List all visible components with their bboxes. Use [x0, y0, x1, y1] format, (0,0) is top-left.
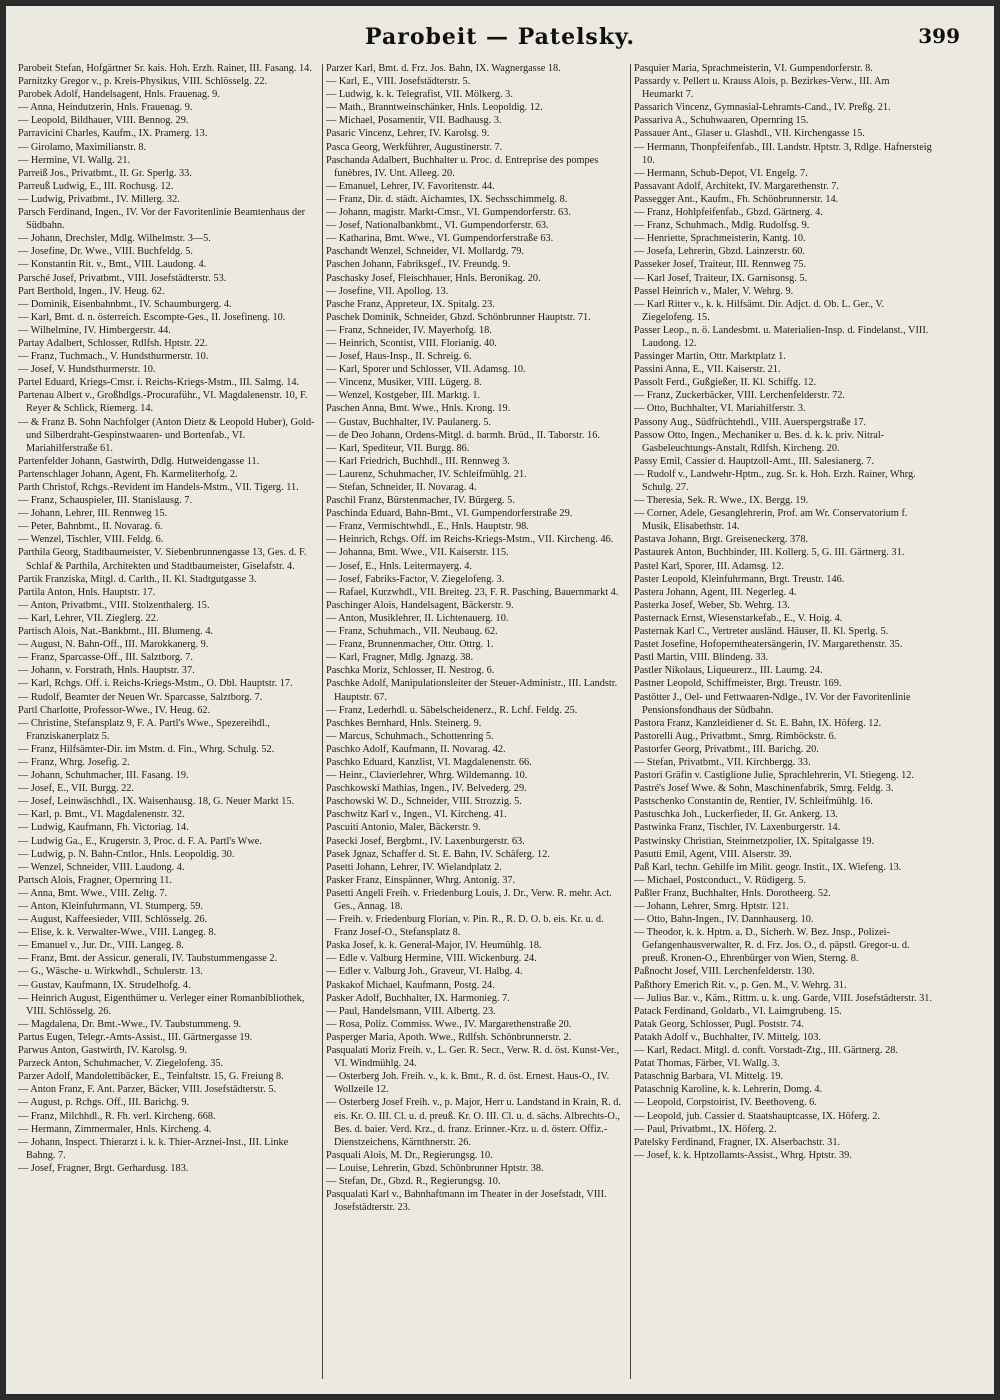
- directory-entry: Paschen Johann, Fabriksgef., IV. Freundg. 9.: [326, 259, 511, 271]
- directory-entry: Pastori Gräfin v. Castiglione Julie, Sprachlehrerin, VI. Stiegeng. 12.: [634, 770, 914, 782]
- directory-entry: Partl Charlotte, Professor-Wwe., IV. Heug. 62.: [18, 704, 211, 716]
- directory-entry: Partenschlager Johann, Agent, Fh. Karmeliterhofg. 2.: [18, 468, 238, 480]
- column-divider: [630, 64, 631, 1379]
- directory-entry: Partus Eugen, Telegr.-Amts-Assist., III. Gärtnergasse 19.: [18, 1031, 253, 1043]
- directory-entry: — Josefine, VII. Apollog. 13.: [326, 285, 449, 297]
- directory-entry: — Karl, Spediteur, VII. Burgg. 86.: [326, 442, 470, 454]
- directory-entry: Passardy v. Pellert u. Krauss Alois, p. Bezirkes-Verw., III. Am Heumarkt 7.: [634, 76, 890, 101]
- directory-entry: Paschke Adolf, Manipulationsleiter der Steuer-Administr., III. Landstr. Hauptstr. 67.: [326, 678, 618, 703]
- directory-entry: — Wenzel, Tischler, VIII. Feldg. 6.: [18, 534, 164, 546]
- directory-entry: — Peter, Bahnbmt., II. Novarag. 6.: [18, 521, 163, 533]
- directory-entry: Parthila Georg, Stadtbaumeister, V. Siebenbrunnengasse 13, Ges. d. F. Schlaf & Parthila, Architekten und Stadtbaumeister, Giselafstr. 4.: [18, 547, 307, 572]
- directory-entry: — Franz, Vermischtwhdl., E., Hnls. Hauptstr. 98.: [326, 521, 529, 533]
- directory-entry: — Michael, Posamentir, VII. Badhausg. 3.: [326, 115, 502, 127]
- directory-entry: Parnitzky Gregor v., p. Kreis-Physikus, VIII. Schlösselg. 22.: [18, 76, 268, 88]
- directory-entry: Partila Anton, Hnls. Hauptstr. 17.: [18, 586, 156, 598]
- directory-entry: — Stefan, Dr., Gbzd. R., Regierungsg. 10.: [326, 1175, 501, 1187]
- directory-entry: — Vincenz, Musiker, VIII. Lügerg. 8.: [326, 377, 482, 389]
- directory-entry: Parth Christof, Rchgs.-Revident im Handels-Mstm., VII. Tigerg. 11.: [18, 482, 299, 493]
- column-right: [634, 62, 932, 1382]
- directory-entry: Paskakof Michael, Kaufmann, Postg. 24.: [326, 979, 495, 991]
- directory-entry: Pasker Franz, Einspänner, Whrg. Antonig. 37.: [326, 874, 516, 886]
- directory-entry: — Otto, Buchhalter, VI. Mariahilferstr. 3.: [634, 403, 806, 415]
- directory-entry: — Edler v. Valburg Joh., Graveur, VI. Halbg. 4.: [326, 966, 523, 978]
- directory-entry: Pataschnig Karoline, k. k. Lehrerin, Domg. 4.: [634, 1084, 823, 1096]
- directory-entry: Pastera Johann, Agent, III. Negerleg. 4.: [634, 586, 797, 598]
- directory-entry: Patat Thomas, Färber, VI. Wallg. 3.: [634, 1058, 780, 1070]
- directory-entry: Partenau Albert v., Großhdlgs.-Procuraführ., VI. Magdalenenstr. 10, F. Reyer & Schlick, Riemerg. 14.: [18, 390, 308, 415]
- directory-entry: — Josef, Leinwäschhdl., IX. Waisenhausg. 18, G. Neuer Markt 15.: [18, 796, 295, 808]
- directory-entry: — Ludwig Ga., E., Krugerstr. 3, Proc. d. F. A. Partl's Wwe.: [18, 835, 262, 847]
- directory-entry: — Johann, Lehrer, Smrg. Hptstr. 121.: [634, 901, 789, 912]
- directory-entry: Parreuß Ludwig, E., III. Rochusg. 12.: [18, 180, 174, 192]
- directory-entry: — Laurenz, Schuhmacher, IV. Schleifmühlg. 21.: [326, 468, 527, 480]
- directory-entry: Parsché Josef, Privatbmt., VIII. Josefstädterstr. 53.: [18, 272, 227, 284]
- directory-entry: — Dominik, Eisenbahnbmt., IV. Schaumburgerg. 4.: [18, 298, 232, 310]
- directory-entry: — Ludwig, k. k. Telegrafist, VII. Mölkerg. 3.: [326, 89, 513, 101]
- directory-entry: — Christine, Stefansplatz 9, F. A. Partl's Wwe., Spezereihdl., Franziskanerplatz 5.: [18, 717, 270, 742]
- directory-entry: Pasutti Emil, Agent, VIII. Alserstr. 39.: [634, 848, 792, 860]
- directory-entry: — Louise, Lehrerin, Gbzd. Schönbrunner Hptstr. 38.: [326, 1162, 544, 1174]
- directory-entry: Parzeck Anton, Schuhmacher, V. Ziegelofeng. 35.: [18, 1058, 224, 1070]
- directory-entry: Pastschenko Constantin de, Rentier, IV. Schleifmühlg. 16.: [634, 796, 873, 808]
- directory-entry: — Franz, Whrg. Josefig. 2.: [18, 756, 130, 768]
- directory-entry: Paschen Anna, Bmt. Wwe., Hnls. Krong. 19.: [326, 403, 511, 415]
- directory-entry: — Marcus, Schuhmach., Schottenring 5.: [326, 730, 494, 742]
- directory-entry: — de Deo Johann, Ordens-Mitgl. d. barmh. Brüd., II. Taborstr. 16.: [326, 429, 600, 441]
- directory-entry: — Johanna, Bmt. Wwe., VII. Kaiserstr. 115.: [326, 547, 509, 559]
- directory-entry: Passariva A., Schuhwaaren, Opernring 15.: [634, 115, 809, 127]
- directory-entry: — Otto, Bahn-Ingen., IV. Dannhauserg. 10.: [634, 914, 814, 926]
- directory-entry: Paschek Dominik, Schneider, Gbzd. Schönbrunner Hauptstr. 71.: [326, 311, 591, 323]
- directory-entry: — Julius Bar. v., Käm., Rittm. u. k. ung. Garde, VIII. Josefstädterstr. 31.: [634, 992, 932, 1004]
- directory-entry: — Rudolf, Beamter der Neuen Wr. Sparcasse, Salztborg. 7.: [18, 691, 263, 703]
- directory-entry: — Johann, Lehrer, III. Rennweg 15.: [18, 508, 168, 520]
- directory-entry: Passer Leop., n. ö. Landesbmt. u. Materialien-Insp. d. Findelanst., VIII. Laudong. 12.: [634, 324, 929, 349]
- directory-entry: — August, p. Rchgs. Off., III. Barichg. 9.: [18, 1097, 190, 1109]
- directory-entry: — Johann, Inspect. Thierarzt i. k. k. Thier-Arznei-Inst., III. Linke Bahng. 7.: [18, 1136, 289, 1161]
- directory-entry: — Karl, Redact. Mitgl. d. conft. Vorstadt-Ztg., III. Gärtnerg. 28.: [634, 1045, 898, 1057]
- directory-entry: — Wenzel, Schneider, VIII. Laudong. 4.: [18, 861, 185, 873]
- directory-entry: Pastora Franz, Kanzleidiener d. St. E. Bahn, IX. Höferg. 12.: [634, 717, 882, 729]
- directory-entry: Pastel Karl, Sporer, III. Adamsg. 12.: [634, 560, 785, 572]
- directory-entry: — Wenzel, Kostgeber, III. Marktg. 1.: [326, 390, 481, 402]
- directory-entry: — Hermann, Zimmermaler, Hnls. Kircheng. 4.: [18, 1123, 212, 1135]
- directory-entry: Passy Emil, Cassier d. Hauptzoll-Amt., III. Salesianerg. 7.: [634, 455, 875, 467]
- directory-entry: Pastler Nikolaus, Liqueurerz., III. Laumg. 24.: [634, 665, 823, 677]
- directory-entry: Pascuiti Antonio, Maler, Bäckerstr. 9.: [326, 822, 481, 834]
- directory-entry: — G., Wäsche- u. Wirkwhdl., Schulerstr. 13.: [18, 966, 203, 978]
- directory-entry: Pastwinsky Christian, Steinmetzpolier, IX. Spitalgasse 19.: [634, 835, 875, 847]
- directory-entry: Passow Otto, Ingen., Mechaniker u. Bes. d. k. k. priv. Nitral-Gasbeleuchtungs-Anstalt, Rdlfsh. Kircheng. 20.: [634, 429, 885, 454]
- directory-entry: — Johann, v. Forstrath, Hnls. Hauptstr. 37.: [18, 665, 195, 677]
- directory-entry: — Karl, Bmt. d. n. österreich. Escompte-Ges., II. Josefineng. 10.: [18, 311, 286, 323]
- directory-entry: Parsch Ferdinand, Ingen., IV. Vor der Favoritenlinie Beamtenhaus der Südbahn.: [18, 207, 306, 232]
- directory-entry: Patack Ferdinand, Goldarb., VI. Laimgrubeng. 15.: [634, 1005, 842, 1017]
- directory-entry: — Johann, magistr. Markt-Cmsr., VI. Gumpendorferstr. 63.: [326, 207, 571, 219]
- directory-entry: — Freih. v. Friedenburg Florian, v. Pin. R., R. D. O. b. eis. Kr. u. d. Franz Josef-O., Stefansplatz 8.: [326, 914, 604, 939]
- directory-entry: — Elise, k. k. Verwalter-Wwe., VIII. Langeg. 8.: [18, 927, 217, 939]
- directory-entry: Pastaurek Anton, Buchbinder, III. Kollerg. 5, G. III. Gärtnerg. 31.: [634, 547, 905, 559]
- directory-entry: Pasetti Johann, Lehrer, IV. Wielandplatz 2.: [326, 861, 502, 873]
- directory-entry: — Anton, Privatbmt., VIII. Stolzenthalerg. 15.: [18, 599, 210, 611]
- directory-entry: Passinger Martin, Ottr. Marktplatz 1.: [634, 351, 786, 363]
- directory-entry: — Josef, Haus-Insp., II. Schreig. 6.: [326, 351, 472, 363]
- directory-entry: — Josef, E., VII. Burgg. 22.: [18, 783, 135, 795]
- page-header: [6, 24, 994, 54]
- directory-entry: — Josefine, Dr. Wwe., VIII. Buchfeldg. 5.: [18, 246, 193, 258]
- directory-entry: Partisch Alois, Nat.-Bankbmt., III. Blumeng. 4.: [18, 626, 214, 638]
- directory-entry: Pastl Martin, VIII. Blindeng. 33.: [634, 652, 769, 664]
- directory-entry: — Josef, k. k. Hptzollamts-Assist., Whrg. Hptstr. 39.: [634, 1149, 852, 1161]
- directory-entry: Partenfelder Johann, Gastwirth, Ddlg. Hutweidengasse 11.: [18, 455, 260, 467]
- directory-entry: — Osterberg Joh. Freih. v., k. k. Bmt., R. d. öst. Ernest. Haus-O., IV. Wollzeile 12.: [326, 1071, 610, 1096]
- directory-entry: — Anna, Bmt. Wwe., VIII. Zeltg. 7.: [18, 887, 168, 899]
- directory-entry: Passarich Vincenz, Gymnasial-Lehramts-Cand., IV. Preßg. 21.: [634, 102, 891, 114]
- directory-entry: — Emanuel v., Jur. Dr., VIII. Langeg. 8.: [18, 940, 184, 952]
- directory-entry: Part Berthold, Ingen., IV. Heug. 62.: [18, 285, 165, 297]
- directory-entry: — Stefan, Privatbmt., VII. Kirchbergg. 33.: [634, 756, 811, 768]
- directory-entry: Paster Leopold, Kleinfuhrmann, Brgt. Treustr. 146.: [634, 573, 845, 585]
- directory-entry: — Franz, Sparcasse-Off., III. Salztborg. 7.: [18, 652, 193, 664]
- directory-entry: Paschowski W. D., Schneider, VIII. Strozzig. 5.: [326, 796, 522, 808]
- directory-entry: — Anton Franz, F. Ant. Parzer, Bäcker, VIII. Josefstädterstr. 5.: [18, 1084, 277, 1096]
- directory-entry: Parreiß Jos., Privatbmt., II. Gr. Sperlg. 33.: [18, 167, 192, 179]
- directory-entry: Passeker Josef, Traiteur, III. Rennweg 75.: [634, 259, 807, 271]
- directory-entry: — Paul, Handelsmann, VIII. Albertg. 23.: [326, 1005, 496, 1017]
- directory-entry: — Leopold, jub. Cassier d. Staatshauptcasse, IX. Höferg. 2.: [634, 1110, 881, 1122]
- directory-entry: — Josef, Nationalbankbmt., VI. Gumpendorferstr. 63.: [326, 220, 549, 232]
- directory-entry: Parravicini Charles, Kaufm., IX. Pramerg. 13.: [18, 128, 208, 140]
- directory-entry: Paska Josef, k. k. General-Major, IV. Heumühlg. 18.: [326, 940, 542, 952]
- directory-entry: Paschwitz Karl v., Ingen., VI. Kircheng. 41.: [326, 809, 507, 821]
- directory-entry: Pastorfer Georg, Privatbmt., III. Barichg. 20.: [634, 743, 819, 755]
- directory-entry: Parobek Adolf, Handelsagent, Hnls. Frauenag. 9.: [18, 89, 220, 101]
- directory-entry: — Paul, Privatbmt., IX. Höferg. 2.: [634, 1123, 777, 1135]
- directory-entry: Pasker Adolf, Buchhalter, IX. Harmonieg. 7.: [326, 992, 510, 1004]
- directory-entry: Pasquier Maria, Sprachmeisterin, VI. Gumpendorferstr. 8.: [634, 63, 873, 74]
- directory-entry: Pasetti Angeli Freih. v. Friedenburg Louis, J. Dr., Verw. R. mehr. Act. Ges., Annag. 18.: [326, 887, 612, 912]
- directory-entry: — Leopold, Corpstoirist, IV. Beethoveng. 6.: [634, 1097, 817, 1109]
- directory-entry: Paschasky Josef, Fleischhauer, Hnls. Beronikag. 20.: [326, 272, 541, 284]
- directory-entry: — Franz, Schuhmach., Mdlg. Rudolfsg. 9.: [634, 220, 810, 232]
- directory-entry: Partsch Alois, Fragner, Opernring 11.: [18, 874, 172, 886]
- directory-entry: Paschinda Eduard, Bahn-Bmt., VI. Gumpendorferstraße 29.: [326, 508, 573, 520]
- directory-entry: — Hermann, Thonpfeifenfab., III. Landstr. Hptstr. 3, Rdlge. Hafnersteig 10.: [634, 141, 932, 166]
- directory-entry: Pastötter J., Oel- und Fettwaaren-Ndlge., IV. Vor der Favoritenlinie Pensionsfondhaus der Südbahn.: [634, 691, 911, 716]
- directory-entry: Pasek Jgnaz, Schaffer d. St. E. Bahn, IV. Schäferg. 12.: [326, 848, 550, 860]
- directory-entry: — Franz, Hohlpfeifenfab., Gbzd. Gärtnerg. 4.: [634, 207, 823, 219]
- column-divider: [322, 64, 323, 1379]
- directory-entry: Pasperger Maria, Apoth. Wwe., Rdlfsh. Schönbrunnerstr. 2.: [326, 1031, 572, 1043]
- directory-entry: Pasaric Vincenz, Lehrer, IV. Karolsg. 9.: [326, 128, 490, 140]
- directory-entry: — Johann, Schuhmacher, III. Fasang. 19.: [18, 770, 189, 782]
- directory-entry: Pasqualati Karl v., Bahnhaftmann im Theater in der Josefstadt, VIII. Josefstädterstr. 23.: [326, 1189, 607, 1214]
- column-middle: [326, 62, 624, 1382]
- directory-entry: Patak Georg, Schlosser, Pugl. Poststr. 74.: [634, 1018, 804, 1030]
- directory-entry: Pataschnig Barbara, VI. Mittelg. 19.: [634, 1071, 784, 1083]
- directory-entry: Paschinger Alois, Handelsagent, Bäckerstr. 9.: [326, 599, 514, 611]
- directory-entry: Pastava Johann, Brgt. Greiseneckerg. 378.: [634, 534, 809, 546]
- directory-entry: — Franz, Schauspieler, III. Stanislausg. 7.: [18, 495, 193, 507]
- directory-entry: Paßnocht Josef, VIII. Lerchenfelderstr. 130.: [634, 966, 815, 978]
- directory-entry: Passini Anna, E., VII. Kaiserstr. 21.: [634, 364, 781, 376]
- directory-entry: — Josef, V. Hundsthurmerstr. 10.: [18, 364, 156, 376]
- directory-entry: — Magdalena, Dr. Bmt.-Wwe., IV. Taubstummeng. 9.: [18, 1018, 242, 1030]
- directory-entry: — Ludwig, Privatbmt., IV. Millerg. 32.: [18, 193, 180, 205]
- directory-entry: Passolt Ferd., Gußgießer, II. Kl. Schiffg. 12.: [634, 377, 817, 389]
- directory-entry: Pastwinka Franz, Tischler, IV. Laxenburgerstr. 14.: [634, 822, 841, 834]
- directory-entry: Pasquali Alois, M. Dr., Regierungsg. 10.: [326, 1149, 493, 1161]
- directory-entry: — Heinrich August, Eigenthümer u. Verleger einer Romanbibliothek, VIII. Schlösselg. 26.: [18, 992, 305, 1017]
- directory-entry: Passony Aug., Südfrüchtehdl., VIII. Auerspergstraße 17.: [634, 416, 867, 428]
- directory-entry: Pasternack Ernst, Wiesenstarkefab., E., V. Hoig. 4.: [634, 612, 843, 624]
- directory-entry: — Karl, Sporer und Schlosser, VII. Adamsg. 10.: [326, 364, 526, 376]
- directory-entry: Paschkes Bernhard, Hnls. Steinerg. 9.: [326, 717, 482, 729]
- directory-entry: — Franz, Zuckerbäcker, VIII. Lerchenfelderstr. 72.: [634, 390, 845, 402]
- directory-entry: Pasche Franz, Appreteur, IX. Spitalg. 23.: [326, 298, 495, 310]
- directory-entry: — Emanuel, Lehrer, IV. Favoritenstr. 44.: [326, 180, 495, 192]
- directory-entry: — Leopold, Bildhauer, VIII. Bennog. 29.: [18, 115, 189, 127]
- column-left: [18, 62, 316, 1382]
- directory-entry: Pastorelli Aug., Privatbmt., Smrg. Rimböckstr. 6.: [634, 730, 837, 742]
- directory-entry: — Gustav, Buchhalter, IV. Paulanerg. 5.: [326, 416, 491, 428]
- directory-entry: Paschka Moriz, Schlosser, II. Nestrog. 6.: [326, 665, 495, 677]
- directory-entry: — Karl, E., VIII. Josefstädterstr. 5.: [326, 76, 471, 88]
- directory-entry: — Anton, Musiklehrer, II. Lichtenauerg. 10.: [326, 612, 509, 624]
- directory-entry: Paschanda Adalbert, Buchhalter u. Proc. d. Entreprise des pompes funèbres, IV. Unt. Alleeg. 20.: [326, 154, 599, 179]
- directory-entry: Passavant Adolf, Architekt, IV. Margarethenstr. 7.: [634, 180, 839, 192]
- directory-entry: Partel Eduard, Kriegs-Cmsr. i. Reichs-Kriegs-Mstm., III. Salmg. 14.: [18, 377, 300, 389]
- directory-entry: — Franz, Milchhdl., R. Fh. verl. Kircheng. 668.: [18, 1110, 216, 1122]
- directory-entry: — Karl Friedrich, Buchhdl., III. Rennweg 3.: [326, 455, 510, 467]
- directory-entry: Parobeit Stefan, Hofgärtner Sr. kais. Hoh. Erzh. Rainer, III. Fasang. 14.: [18, 63, 312, 74]
- directory-entry: — Wilhelmine, IV. Himbergerstr. 44.: [18, 324, 171, 336]
- directory-entry: — Girolamo, Maximilianstr. 8.: [18, 141, 147, 153]
- directory-entry: — Theodor, k. k. Hptm. a. D., Sicherh. W. Bez. Jnsp., Polizei-Gefangenhausverwalter, R. d. Frz. Jos. O., d. päpstl. Gregor-u. d. preuß. Kronen-O., Ehrenbürger von Wien, Sterng. 8.: [634, 927, 910, 965]
- directory-entry: Pasecki Josef, Bergbmt., IV. Laxenburgerstr. 63.: [326, 835, 525, 847]
- directory-entry: — Karl, Lehrer, VII. Zieglerg. 22.: [18, 612, 159, 624]
- directory-entry: — Johann, Drechsler, Mdlg. Wilhelmstr. 3—5.: [18, 233, 211, 245]
- directory-entry: Pastet Josefine, Hofoperntheatersängerin, IV. Margarethenstr. 35.: [634, 639, 903, 651]
- directory-entry: Passegger Ant., Kaufm., Fh. Schönbrunnerstr. 14.: [634, 193, 839, 205]
- directory-entry: — Franz, Tuchmach., V. Hundsthurmerstr. 10.: [18, 351, 209, 363]
- directory-entry: — Karl, Rchgs. Off. i. Reichs-Kriegs-Mstm., O. Dbl. Hauptstr. 17.: [18, 678, 293, 690]
- directory-entry: Paschko Eduard, Kanzlist, VI. Magdalenenstr. 66.: [326, 756, 532, 768]
- directory-entry: — Josef, Fabriks-Factor, V. Ziegelofeng. 3.: [326, 573, 505, 585]
- directory-entry: — Anna, Heindutzerin, Hnls. Frauenag. 9.: [18, 102, 193, 114]
- directory-entry: Pasca Georg, Werkführer, Augustinerstr. 7.: [326, 141, 503, 153]
- directory-entry: Pastré's Josef Wwe. & Sohn, Maschinenfabrik, Smrg. Feldg. 3.: [634, 783, 894, 795]
- directory-entry: — Anton, Kleinfuhrmann, VI. Stumperg. 59.: [18, 901, 203, 912]
- directory-entry: — Karl, p. Bmt., VI. Magdalenenstr. 32.: [18, 809, 185, 821]
- directory-entry: — Karl, Fragner, Mdlg. Jgnazg. 38.: [326, 652, 474, 664]
- directory-entry: — Josef, E., Hnls. Leitermayerg. 4.: [326, 560, 472, 572]
- directory-entry: Paschil Franz, Bürstenmacher, IV. Bürgerg. 5.: [326, 495, 515, 507]
- directory-entry: — Katharina, Bmt. Wwe., VI. Gumpendorferstraße 63.: [326, 233, 554, 245]
- directory-entry: — Hermine, VI. Wallg. 21.: [18, 154, 131, 166]
- directory-entry: — Rafael, Kurzwhdl., VII. Breiteg. 23, F. R. Pasching, Bauernmarkt 4.: [326, 586, 619, 598]
- directory-entry: — Math., Branntweinschänker, Hnls. Leopoldig. 12.: [326, 102, 543, 114]
- directory-entry: — Franz, Schneider, IV. Mayerhofg. 18.: [326, 324, 492, 336]
- directory-entry: — Henriette, Sprachmeisterin, Kantg. 10.: [634, 233, 806, 245]
- directory-entry: — Theresia, Sek. R. Wwe., IX. Bergg. 19.: [634, 495, 809, 507]
- directory-entry: — Michael, Postconduct., V. Rüdigerg. 5.: [634, 874, 806, 886]
- directory-entry: Pasternak Karl C., Vertreter ausländ. Häuser, II. Kl. Sperlg. 5.: [634, 626, 889, 638]
- directory-entry: — Edle v. Valburg Hermine, VIII. Wickenburg. 24.: [326, 953, 537, 965]
- directory-entry: Paßthory Emerich Rit. v., p. Gen. M., V. Wehrg. 31.: [634, 979, 847, 991]
- directory-entry: — Ludwig, p. N. Bahn-Cntlor., Hnls. Leopoldig. 30.: [18, 848, 235, 860]
- directory-entry: Paschkowski Mathias, Ingen., IV. Belvederg. 29.: [326, 783, 527, 795]
- directory-entry: — August, Kaffeesieder, VIII. Schlösselg. 26.: [18, 914, 208, 926]
- directory-entry: Paß Karl, techn. Gehilfe im Milit. geogr. Instit., IX. Wiefeng. 13.: [634, 861, 902, 873]
- directory-entry: Parzer Adolf, Mandolettibäcker, E., Teinfaltstr. 15, G. Freiung 8.: [18, 1071, 284, 1083]
- directory-entry: Pastuschka Joh., Luckerfieder, II. Gr. Ankerg. 13.: [634, 809, 838, 821]
- directory-entry: Patakh Adolf v., Buchhalter, IV. Mittelg. 103.: [634, 1031, 821, 1043]
- directory-entry: Pastner Leopold, Schiffmeister, Brgt. Treustr. 169.: [634, 678, 842, 690]
- directory-entry: Parzer Karl, Bmt. d. Frz. Jos. Bahn, IX. Wagnergasse 18.: [326, 63, 561, 74]
- directory-entry: — Franz, Lederhdl. u. Säbelscheidenerz., R. Lchf. Feldg. 25.: [326, 704, 578, 716]
- directory-entry: Patelsky Ferdinand, Fragner, IX. Alserbachstr. 31.: [634, 1136, 841, 1148]
- directory-entry: Passel Heinrich v., Maler, V. Wehrg. 9.: [634, 285, 794, 297]
- directory-entry: Paßler Franz, Buchhalter, Hnls. Dorotheerg. 52.: [634, 887, 831, 899]
- directory-entry: — Heinrich, Rchgs. Off. im Reichs-Kriegs-Mstm., VII. Kircheng. 46.: [326, 534, 614, 546]
- directory-entry: — Hermann, Schub-Depot, VI. Engelg. 7.: [634, 167, 808, 179]
- directory-entry: — Rosa, Poliz. Commiss. Wwe., IV. Margarethenstraße 20.: [326, 1018, 572, 1030]
- directory-entry: — Karl Ritter v., k. k. Hilfsämt. Dir. Adjct. d. Ob. L. Ger., V. Ziegelofeng. 15.: [634, 298, 885, 323]
- directory-entry: — Franz, Hilfsämter-Dir. im Mstm. d. Fin., Whrg. Schulg. 52.: [18, 743, 275, 755]
- directory-entry: — August, N. Bahn-Off., III. Marokkanerg. 9.: [18, 639, 209, 651]
- directory-entry: — Josefa, Lehrerin, Gbzd. Lainzerstr. 60.: [634, 246, 805, 258]
- directory-entry: Paschandt Wenzel, Schneider, VI. Mollardg. 79.: [326, 246, 524, 258]
- directory-entry: — Rudolf v., Landwehr-Hptm., zug. Sr. k. Hoh. Erzh. Rainer, Whrg. Schulg. 27.: [634, 468, 916, 493]
- running-head: Parobeit — Patelsky.: [365, 24, 635, 50]
- directory-entry: Paschko Adolf, Kaufmann, II. Novarag. 42.: [326, 743, 506, 755]
- directory-entry: — Franz, Brunnenmacher, Ottr. Ottrg. 1.: [326, 639, 494, 651]
- directory-entry: — Corner, Adele, Gesanglehrerin, Prof. am Wr. Conservatorium f. Musik, Elisabethstr. 14.: [634, 508, 908, 533]
- page-number: 399: [918, 24, 960, 48]
- directory-entry: Passauer Ant., Glaser u. Glashdl., VII. Kirchengasse 15.: [634, 128, 865, 140]
- directory-entry: — Gustav, Kaufmann, IX. Strudelhofg. 4.: [18, 979, 191, 991]
- directory-entry: Partik Franziska, Mitgl. d. Carlth., II. Kl. Stadtgutgasse 3.: [18, 573, 257, 585]
- directory-entry: — Franz, Schuhmach., VII. Neubaug. 62.: [326, 626, 498, 638]
- directory-entry: — Osterberg Josef Freih. v., p. Major, Herr u. Landstand in Krain, R. d. eis. Kr. O. III. Cl. u. d. preuß. Kr. O. III. Cl. u. d. sächs. Albrechts-O., Bes. d. baier. Verd. Krz., d. franz. Erinner.-Krz. u. d. österr. Offiz.-Dienstzeichens, Kärnthnerstr. 26.: [326, 1097, 621, 1148]
- directory-entry: — & Franz B. Sohn Nachfolger (Anton Dietz & Leopold Huber), Gold- und Silberdraht-Gespinstwaaren- und Bortenfab., VI. Mariahilferstraße 61.: [18, 416, 315, 454]
- directory-page: [6, 6, 994, 1394]
- directory-entry: Partay Adalbert, Schlosser, Rdlfsh. Hptstr. 22.: [18, 337, 208, 349]
- directory-entry: Pasqualati Moriz Freih. v., L. Ger. R. Secr., Verw. R. d. öst. Kunst-Ver., VI. Windmühlg. 24.: [326, 1045, 620, 1070]
- directory-entry: — Stefan, Schneider, II. Novarag. 4.: [326, 482, 477, 493]
- directory-entry: Pasterka Josef, Weber, Sb. Wehrg. 13.: [634, 599, 790, 611]
- directory-entry: — Josef, Fragner, Brgt. Gerhardusg. 183.: [18, 1162, 189, 1174]
- directory-entry: Parwus Anton, Gastwirth, IV. Karolsg. 9.: [18, 1045, 188, 1057]
- directory-entry: — Ludwig, Kaufmann, Fh. Victoriag. 14.: [18, 822, 189, 834]
- directory-entry: — Heinr., Clavierlehrer, Whrg. Wildemanng. 10.: [326, 770, 528, 782]
- directory-entry: — Franz, Dir. d. städt. Aichamtes, IX. Sechsschimmelg. 8.: [326, 193, 568, 205]
- directory-entry: — Konstantin Rit. v., Bmt., VIII. Laudong. 4.: [18, 259, 207, 271]
- directory-entry: — Karl Josef, Traiteur, IX. Garnisonsg. 5.: [634, 272, 808, 284]
- directory-entry: — Franz, Bmt. der Assicur. generali, IV. Taubstummengasse 2.: [18, 953, 278, 965]
- directory-entry: — Heinrich, Scontist, VIII. Florianig. 40.: [326, 337, 497, 349]
